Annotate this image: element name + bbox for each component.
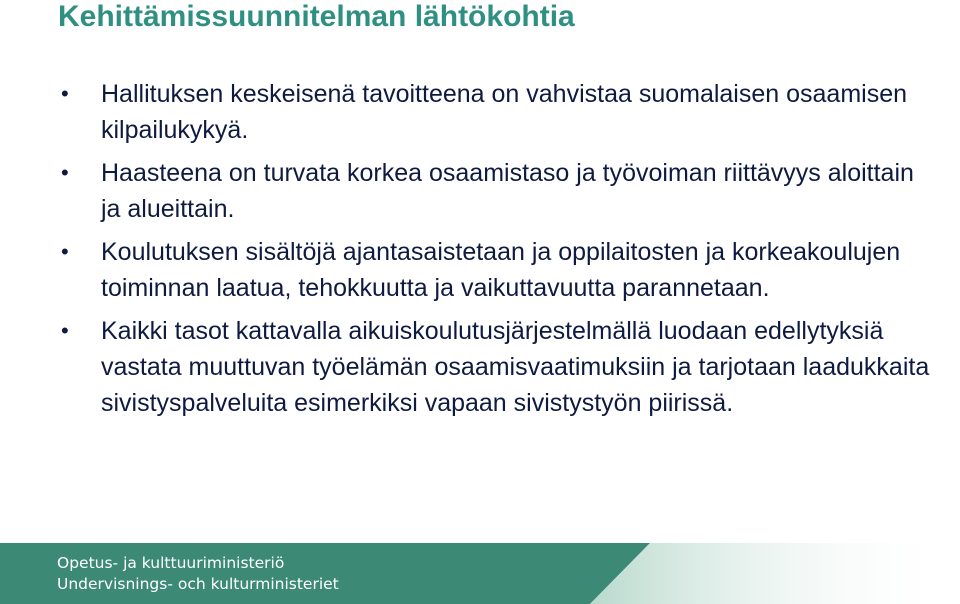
- slide-title: Kehittämissuunnitelman lähtökohtia: [58, 0, 575, 33]
- bullet-icon: •: [61, 239, 69, 264]
- bullet-text: Koulutuksen sisältöjä ajantasaistetaan ja oppilaitosten ja korkeakoulujen toiminnan laatua, tehokkuutta ja vaikuttavuutta parannetaan.: [101, 238, 901, 302]
- ministry-name-fi: Opetus- ja kulttuuriministeriö: [57, 554, 285, 572]
- bullet-icon: •: [61, 81, 69, 106]
- list-item: [58, 76, 938, 148]
- bullet-icon: •: [61, 160, 69, 185]
- ministry-logo-text: [57, 553, 339, 595]
- list-item: [58, 155, 938, 227]
- list-item: [58, 234, 938, 306]
- footer-band: [0, 543, 960, 604]
- bullet-text: Kaikki tasot kattavalla aikuiskoulutusjärjestelmällä luodaan edellytyksiä vastata muuttuvan työelämän osaamisvaatimuksiin ja tarjotaan laadukkaita sivistyspalveluita esimerkiksi vapaan sivistystyön piirissä.: [101, 317, 930, 417]
- bullet-text: Haasteena on turvata korkea osaamistaso ja työvoiman riittävyys aloittain ja alueittain.: [101, 159, 914, 223]
- bullet-list: [58, 76, 938, 421]
- ministry-name-sv: Undervisnings- och kulturministeriet: [57, 575, 339, 593]
- list-item: [58, 313, 938, 421]
- bullet-icon: •: [61, 318, 69, 343]
- bullet-text: Hallituksen keskeisenä tavoitteena on vahvistaa suomalaisen osaamisen kilpailukykyä.: [101, 80, 908, 144]
